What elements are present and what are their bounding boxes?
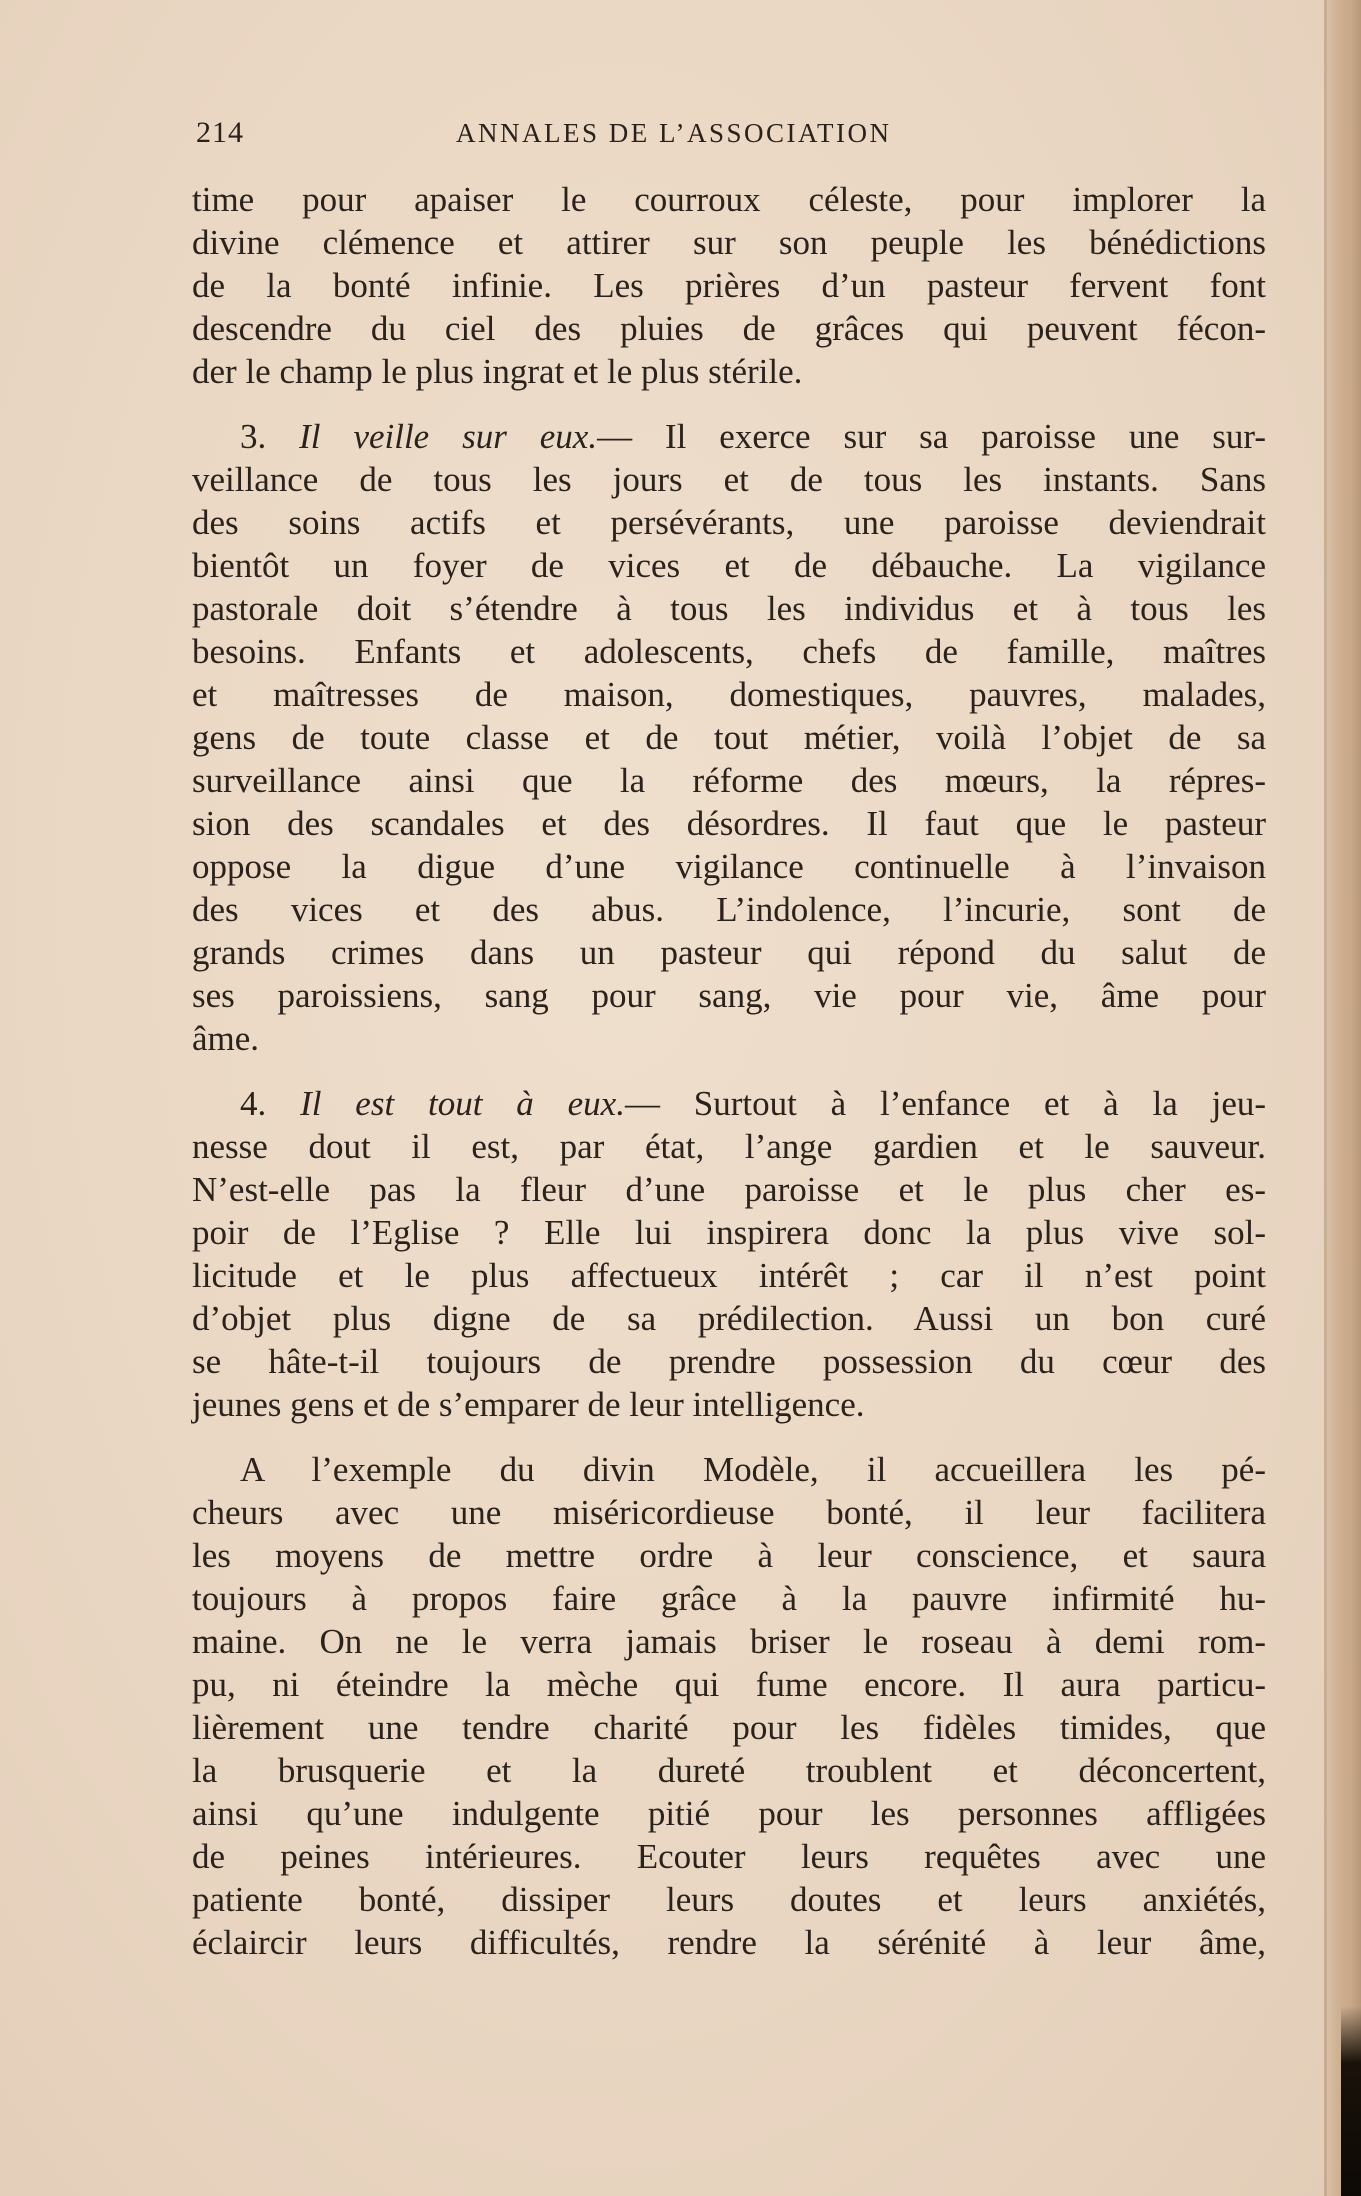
text-line: veillance de tous les jours et de tous les instants. Sans bbox=[192, 460, 1266, 499]
paragraph-4 bbox=[192, 1448, 1266, 1964]
text-line: des vices et des abus. L’indolence, l’incurie, sont de bbox=[192, 890, 1266, 929]
section-number: 3. bbox=[240, 417, 267, 456]
text-line: poir de l’Eglise ? Elle lui inspirera donc la plus vive sol- bbox=[192, 1213, 1266, 1252]
text-line: âme. bbox=[192, 1019, 260, 1058]
section-title: Il est tout à eux. bbox=[300, 1084, 625, 1123]
text-line: pastorale doit s’étendre à tous les individus et à tous les bbox=[192, 589, 1266, 628]
page-edge bbox=[1327, 0, 1361, 2196]
text-line: der le champ le plus ingrat et le plus stérile. bbox=[192, 352, 803, 391]
text-line: descendre du ciel des pluies de grâces qui peuvent fécon- bbox=[192, 309, 1266, 348]
text-line: patiente bonté, dissiper leurs doutes et leurs anxiétés, bbox=[192, 1880, 1266, 1919]
dark-corner bbox=[1341, 2006, 1361, 2196]
section-first-line: — Il exerce sur sa paroisse une sur- bbox=[597, 417, 1266, 456]
body-text bbox=[192, 178, 1266, 1986]
text-line: surveillance ainsi que la réforme des mœurs, la répres- bbox=[192, 761, 1266, 800]
running-head: ANNALES DE L’ASSOCIATION bbox=[456, 118, 892, 148]
page-number: 214 bbox=[196, 116, 244, 149]
text-line: gens de toute classe et de tout métier, voilà l’objet de sa bbox=[192, 718, 1266, 757]
section-first-line: — Surtout à l’enfance et à la jeu- bbox=[624, 1084, 1267, 1123]
text-line: N’est-elle pas la fleur d’une paroisse et le plus cher es- bbox=[192, 1170, 1266, 1209]
text-line bbox=[192, 415, 1266, 458]
text-line: ainsi qu’une indulgente pitié pour les personnes affligées bbox=[192, 1794, 1266, 1833]
text-line: besoins. Enfants et adolescents, chefs de famille, maîtres bbox=[192, 632, 1266, 671]
text-line: de peines intérieures. Ecouter leurs requêtes avec une bbox=[192, 1837, 1266, 1876]
text-line: de la bonté infinie. Les prières d’un pasteur fervent font bbox=[192, 266, 1266, 305]
paragraph-1 bbox=[192, 178, 1266, 393]
text-line: et maîtresses de maison, domestiques, pauvres, malades, bbox=[192, 675, 1266, 714]
text-line: maine. On ne le verra jamais briser le roseau à demi rom- bbox=[192, 1622, 1266, 1661]
section-title: Il veille sur eux. bbox=[299, 417, 598, 456]
text-line: ses paroissiens, sang pour sang, vie pour vie, âme pour bbox=[192, 976, 1266, 1015]
text-line: licitude et le plus affectueux intérêt ; car il n’est point bbox=[192, 1256, 1266, 1295]
text-line: pu, ni éteindre la mèche qui fume encore. Il aura particu- bbox=[192, 1665, 1266, 1704]
text-line: éclaircir leurs difficultés, rendre la sérénité à leur âme, bbox=[192, 1923, 1266, 1962]
text-line: nesse dout il est, par état, l’ange gardien et le sauveur. bbox=[192, 1127, 1266, 1166]
text-line: grands crimes dans un pasteur qui répond du salut de bbox=[192, 933, 1266, 972]
text-line: time pour apaiser le courroux céleste, pour implorer la bbox=[192, 180, 1266, 219]
section-number: 4. bbox=[240, 1084, 267, 1123]
text-line: sion des scandales et des désordres. Il faut que le pasteur bbox=[192, 804, 1266, 843]
text-line: se hâte-t-il toujours de prendre possession du cœur des bbox=[192, 1342, 1266, 1381]
text-line: jeunes gens et de s’emparer de leur intelligence. bbox=[192, 1385, 865, 1424]
text-line: toujours à propos faire grâce à la pauvre infirmité hu- bbox=[192, 1579, 1266, 1618]
text-line: des soins actifs et persévérants, une paroisse deviendrait bbox=[192, 503, 1266, 542]
text-line: divine clémence et attirer sur son peuple les bénédictions bbox=[192, 223, 1266, 262]
text-line bbox=[192, 1082, 1266, 1125]
text-line: A l’exemple du divin Modèle, il accueillera les pé- bbox=[240, 1450, 1266, 1489]
text-line: bientôt un foyer de vices et de débauche. La vigilance bbox=[192, 546, 1266, 585]
paragraph-3 bbox=[192, 1082, 1266, 1426]
text-line: lièrement une tendre charité pour les fidèles timides, que bbox=[192, 1708, 1266, 1747]
text-line: oppose la digue d’une vigilance continuelle à l’invaison bbox=[192, 847, 1266, 886]
text-line: d’objet plus digne de sa prédilection. Aussi un bon curé bbox=[192, 1299, 1266, 1338]
text-line: la brusquerie et la dureté troublent et déconcertent, bbox=[192, 1751, 1266, 1790]
page-header bbox=[196, 112, 1264, 162]
text-line: cheurs avec une miséricordieuse bonté, il leur facilitera bbox=[192, 1493, 1266, 1532]
paragraph-2 bbox=[192, 415, 1266, 1060]
text-line: les moyens de mettre ordre à leur conscience, et saura bbox=[192, 1536, 1266, 1575]
